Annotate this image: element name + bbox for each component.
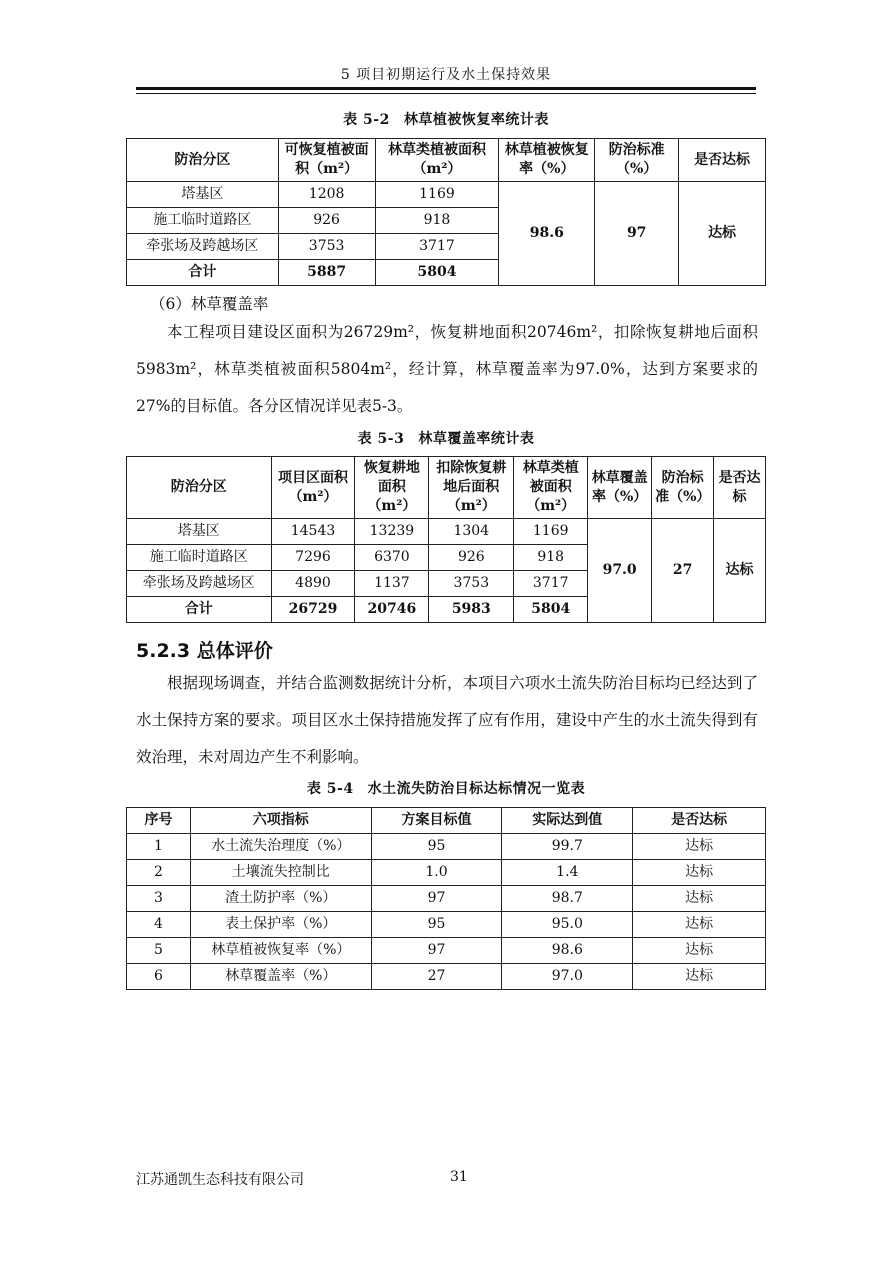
table-cell: 1169: [375, 182, 499, 208]
table-row: [127, 519, 766, 545]
table-cell: 26729: [271, 597, 355, 623]
table-cell: 达标: [633, 938, 766, 964]
table-cell: 牵张场及跨越场区: [127, 571, 272, 597]
table-row: [127, 834, 766, 860]
table-cell: 1304: [429, 519, 514, 545]
header-cell: 是否达标: [714, 457, 766, 519]
header-cell: 恢复耕地面积（m²）: [355, 457, 429, 519]
table-cell: 1208: [278, 182, 375, 208]
caption-number: 表 5-4: [306, 781, 354, 797]
table-cell: 5887: [278, 260, 375, 286]
header-cell: 林草植被恢复率（%）: [499, 139, 595, 182]
table-cell: 4: [127, 912, 191, 938]
header-cell: 实际达到值: [502, 808, 633, 834]
caption-number: 表 5-3: [357, 431, 405, 447]
table-cell: 施工临时道路区: [127, 208, 279, 234]
header-cell: 防治分区: [127, 139, 279, 182]
table-cell: 3717: [375, 234, 499, 260]
table-cell: 达标: [633, 860, 766, 886]
header-cell: 林草类植被面积（m²）: [514, 457, 588, 519]
caption-title: 林草覆盖率统计表: [418, 431, 535, 447]
header-cell: 是否达标: [633, 808, 766, 834]
header-cell: 六项指标: [190, 808, 371, 834]
table-cell: 5804: [514, 597, 588, 623]
table-row: [127, 964, 766, 990]
table-cell: 20746: [355, 597, 429, 623]
table-cell: 918: [514, 545, 588, 571]
table-header-row: [127, 139, 766, 182]
table-cell: 1137: [355, 571, 429, 597]
paragraph: 本工程项目建设区面积为26729m²，恢复耕地面积20746m²，扣除恢复耕地后面积5983m²，林草类植被面积5804m²，经计算，林草覆盖率为97.0%，达到方案要求的27%的目标值。各分区情况详见表5-3。: [136, 323, 758, 415]
table-cell: 达标: [633, 834, 766, 860]
table-cell: 达标: [633, 886, 766, 912]
table-5-3-caption: [126, 428, 766, 448]
table-row: [127, 860, 766, 886]
paragraph: 根据现场调查，并结合监测数据统计分析，本项目六项水土流失防治目标均已经达到了水土保持方案的要求。项目区水土保持措施发挥了应有作用，建设中产生的水土流失得到有效治理，未对周边产生不利影响。: [136, 674, 758, 766]
table-cell: 6: [127, 964, 191, 990]
header-rule-thick: [136, 87, 756, 90]
header-cell: 防治分区: [127, 457, 272, 519]
caption-title: 水土流失防治目标达标情况一览表: [367, 781, 586, 797]
table-cell: 渣土防护率（%）: [190, 886, 371, 912]
section-heading: 5.2.3 总体评价: [136, 640, 273, 662]
table-row: [127, 182, 766, 208]
table-cell: 达标: [633, 912, 766, 938]
table-cell: 27: [371, 964, 502, 990]
table-cell: 3717: [514, 571, 588, 597]
table-cell: 牵张场及跨越场区: [127, 234, 279, 260]
table-cell: 98.7: [502, 886, 633, 912]
table-cell: 合计: [127, 260, 279, 286]
header-rule-thin: [136, 93, 756, 94]
table-cell: 3753: [278, 234, 375, 260]
header-cell: 防治标准（%）: [595, 139, 679, 182]
table-cell: 926: [278, 208, 375, 234]
header-cell: 方案目标值: [371, 808, 502, 834]
header-cell: 项目区面积（m²）: [271, 457, 355, 519]
merged-coverage-rate: 97.0: [588, 519, 652, 623]
table-cell: 5: [127, 938, 191, 964]
table-cell: 14543: [271, 519, 355, 545]
table-cell: 达标: [633, 964, 766, 990]
table-header-row: [127, 808, 766, 834]
table-row: [127, 886, 766, 912]
merged-compliance: 达标: [679, 182, 766, 286]
header-cell: 扣除恢复耕地后面积（m²）: [429, 457, 514, 519]
table-cell: 林草覆盖率（%）: [190, 964, 371, 990]
table-5-4: [126, 807, 766, 990]
caption-title: 林草植被恢复率统计表: [403, 112, 549, 128]
table-cell: 97.0: [502, 964, 633, 990]
table-row: [127, 912, 766, 938]
table-cell: 1.4: [502, 860, 633, 886]
table-cell: 13239: [355, 519, 429, 545]
table-cell: 1169: [514, 519, 588, 545]
table-cell: 7296: [271, 545, 355, 571]
page-number: 31: [450, 1169, 468, 1185]
merged-recovery-rate: 98.6: [499, 182, 595, 286]
table-5-4-caption: [126, 778, 766, 798]
merged-standard: 27: [652, 519, 714, 623]
caption-number: 表 5-2: [343, 112, 390, 128]
table-cell: 97: [371, 886, 502, 912]
merged-compliance: 达标: [714, 519, 766, 623]
table-cell: 98.6: [502, 938, 633, 964]
table-cell: 99.7: [502, 834, 633, 860]
table-cell: 塔基区: [127, 182, 279, 208]
table-cell: 6370: [355, 545, 429, 571]
table-cell: 塔基区: [127, 519, 272, 545]
table-cell: 4890: [271, 571, 355, 597]
table-cell: 926: [429, 545, 514, 571]
merged-standard: 97: [595, 182, 679, 286]
subsection-title: （6）林草覆盖率: [150, 295, 269, 313]
page-header: 5 项目初期运行及水土保持效果: [340, 67, 552, 83]
table-cell: 95: [371, 834, 502, 860]
table-5-3: [126, 456, 766, 623]
table-cell: 1.0: [371, 860, 502, 886]
table-cell: 3753: [429, 571, 514, 597]
table-cell: 土壤流失控制比: [190, 860, 371, 886]
table-cell: 3: [127, 886, 191, 912]
table-cell: 5983: [429, 597, 514, 623]
header-cell: 林草覆盖率（%）: [588, 457, 652, 519]
table-cell: 918: [375, 208, 499, 234]
header-cell: 序号: [127, 808, 191, 834]
table-cell: 表土保护率（%）: [190, 912, 371, 938]
table-cell: 1: [127, 834, 191, 860]
table-cell: 95: [371, 912, 502, 938]
table-cell: 5804: [375, 260, 499, 286]
table-row: [127, 938, 766, 964]
table-cell: 2: [127, 860, 191, 886]
table-cell: 施工临时道路区: [127, 545, 272, 571]
table-cell: 林草植被恢复率（%）: [190, 938, 371, 964]
header-cell: 是否达标: [679, 139, 766, 182]
table-cell: 水土流失治理度（%）: [190, 834, 371, 860]
table-5-2: [126, 138, 766, 286]
table-cell: 合计: [127, 597, 272, 623]
table-5-2-caption: [126, 109, 766, 129]
table-cell: 95.0: [502, 912, 633, 938]
header-cell: 防治标准（%）: [652, 457, 714, 519]
header-cell: 可恢复植被面积（m²）: [278, 139, 375, 182]
header-cell: 林草类植被面积（m²）: [375, 139, 499, 182]
footer-company: 江苏通凯生态科技有限公司: [136, 1172, 304, 1188]
table-header-row: [127, 457, 766, 519]
table-cell: 97: [371, 938, 502, 964]
